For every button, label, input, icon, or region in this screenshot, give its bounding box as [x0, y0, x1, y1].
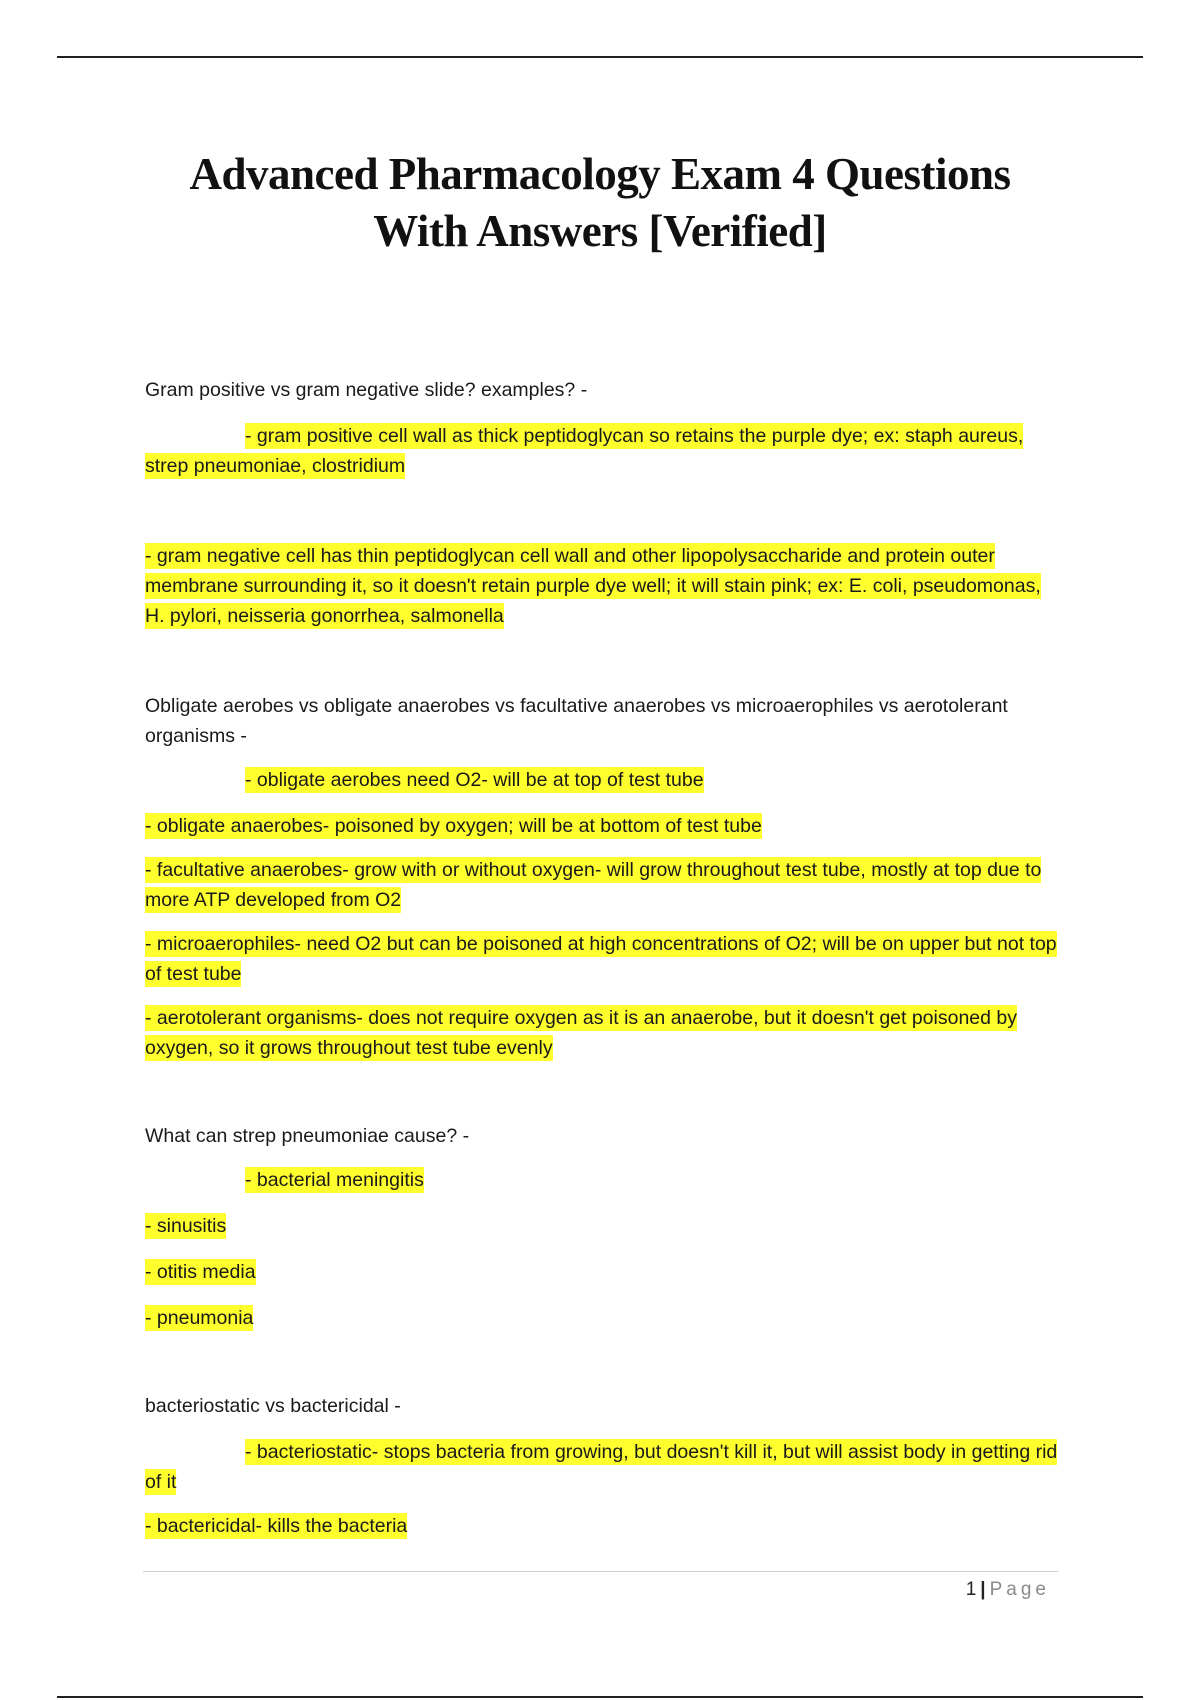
footer-rule [143, 1571, 1058, 1572]
answer-block [145, 1003, 1060, 1063]
answer-block [145, 855, 1060, 915]
answer-highlight: - bacteriostatic- stops bacteria from growing, but doesn't kill it, but will assist body in getting rid of it [145, 1441, 1058, 1493]
answer-highlight: - aerotolerant organisms- does not require oxygen as it is an anaerobe, but it doesn't get poisoned by oxygen, so it grows throughout test tube evenly [145, 1007, 1018, 1059]
bottom-rule [57, 1696, 1143, 1698]
answer-highlight: - otitis media [145, 1261, 256, 1283]
question-text: Obligate aerobes vs obligate anaerobes vs facultative anaerobes vs microaerophiles vs aerotolerant organisms - [145, 695, 1008, 747]
question-text: What can strep pneumoniae cause? - [145, 1125, 470, 1147]
answer-highlight: - bactericidal- kills the bacteria [145, 1515, 408, 1537]
header-rule [57, 56, 1143, 58]
answer-highlight: - obligate aerobes need O2- will be at top of test tube [245, 769, 704, 791]
answer-highlight: - microaerophiles- need O2 but can be poisoned at high concentrations of O2; will be on upper but not top of test tube [145, 933, 1057, 985]
answer-highlight: - gram negative cell has thin peptidoglycan cell wall and other lipopolysaccharide and protein outer membrane surrounding it, so it doesn't retain purple dye well; it will stain pink; ex: E. coli, pseudomonas, H. pylori, neisseria gonorrhea, salmonella [145, 545, 1041, 627]
title-line-2: With Answers [Verified] [373, 206, 827, 256]
answer-highlight: - sinusitis [145, 1215, 227, 1237]
page-number [966, 1577, 1050, 1603]
document-title [100, 146, 1100, 260]
answer-highlight: - gram positive cell wall as thick peptidoglycan so retains the purple dye; ex: staph aureus, strep pneumoniae, clostridium [145, 425, 1024, 477]
answer-block [145, 1257, 1060, 1287]
answer-block [145, 421, 1060, 481]
answer-block [145, 541, 1060, 631]
answer-block [145, 811, 1060, 841]
question-text: Gram positive vs gram negative slide? examples? - [145, 379, 588, 401]
question-text: bacteriostatic vs bactericidal - [145, 1395, 401, 1417]
answer-highlight: - pneumonia [145, 1307, 254, 1329]
answer-block [145, 765, 1060, 795]
answer-block [145, 929, 1060, 989]
page-word: Page [989, 1579, 1050, 1600]
answer-block [145, 1165, 1060, 1195]
document-body [145, 375, 1060, 1541]
answer-highlight: - facultative anaerobes- grow with or without oxygen- will grow throughout test tube, mostly at top due to more ATP developed from O2 [145, 859, 1042, 911]
answer-highlight: - obligate anaerobes- poisoned by oxygen; will be at bottom of test tube [145, 815, 762, 837]
title-line-1: Advanced Pharmacology Exam 4 Questions [189, 149, 1011, 199]
page-separator: | [980, 1579, 986, 1600]
answer-block [145, 1511, 1060, 1541]
answer-highlight: - bacterial meningitis [245, 1169, 424, 1191]
answer-block [145, 1211, 1060, 1241]
page-number-value: 1 [965, 1579, 977, 1600]
answer-block [145, 1437, 1060, 1497]
answer-block [145, 1303, 1060, 1333]
